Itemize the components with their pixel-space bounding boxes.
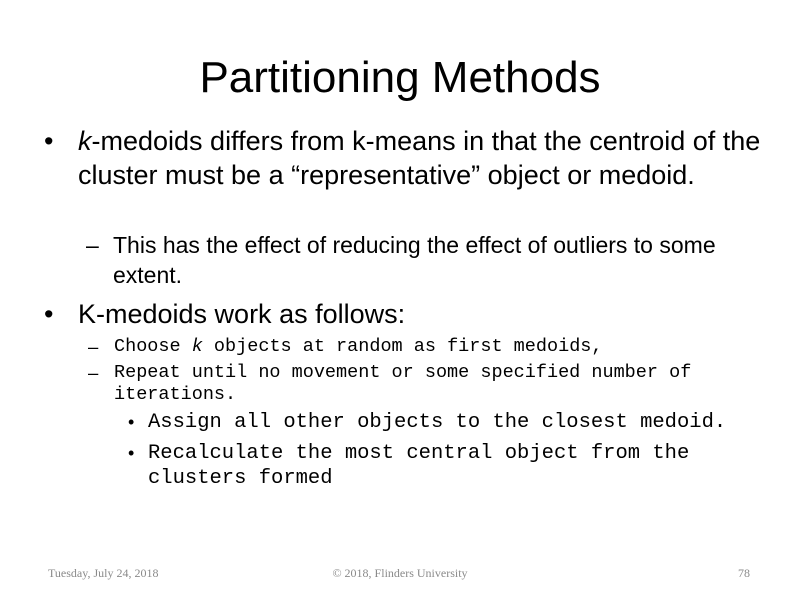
bullet-text: -medoids differs from k-means in that the centroid of the cluster must be a “representative” object or medoid. <box>78 126 761 190</box>
bullet-kmedoids-work <box>44 297 793 331</box>
bullet-icon: • <box>128 443 135 463</box>
dash-icon: – <box>86 232 99 258</box>
step-choose <box>88 336 774 358</box>
subbullet-text: This has the effect of reducing the effect of outliers to some extent. <box>113 232 716 288</box>
step-suffix: objects at random as first medoids, <box>202 336 603 357</box>
footer-copyright: © 2018, Flinders University <box>332 566 468 580</box>
footer-date: Tuesday, July 24, 2018 <box>48 566 159 580</box>
substep-text: Assign all other objects to the closest medoid. <box>148 411 727 434</box>
bullet-text: K-medoids work as follows: <box>78 299 406 329</box>
step-prefix: Choose <box>114 336 192 357</box>
bullet-kmedoids-definition <box>44 124 793 192</box>
substep-assign <box>128 410 788 435</box>
bullet-icon: • <box>44 299 54 329</box>
step-repeat <box>88 362 774 406</box>
italic-term-k: k <box>191 336 203 357</box>
substep-text: Recalculate the most central object from the clusters formed <box>148 442 690 490</box>
italic-term-k: k <box>78 126 92 156</box>
bullet-icon: • <box>44 126 54 156</box>
subbullet-outliers <box>86 230 783 290</box>
dash-icon: – <box>88 362 99 383</box>
footer-page-number: 78 <box>738 566 750 580</box>
bullet-icon: • <box>128 412 135 432</box>
substep-recalculate <box>128 441 788 491</box>
slide-title: Partitioning Methods <box>199 53 601 102</box>
step-text: Repeat until no movement or some specified number of iterations. <box>114 362 692 405</box>
dash-icon: – <box>88 336 99 357</box>
